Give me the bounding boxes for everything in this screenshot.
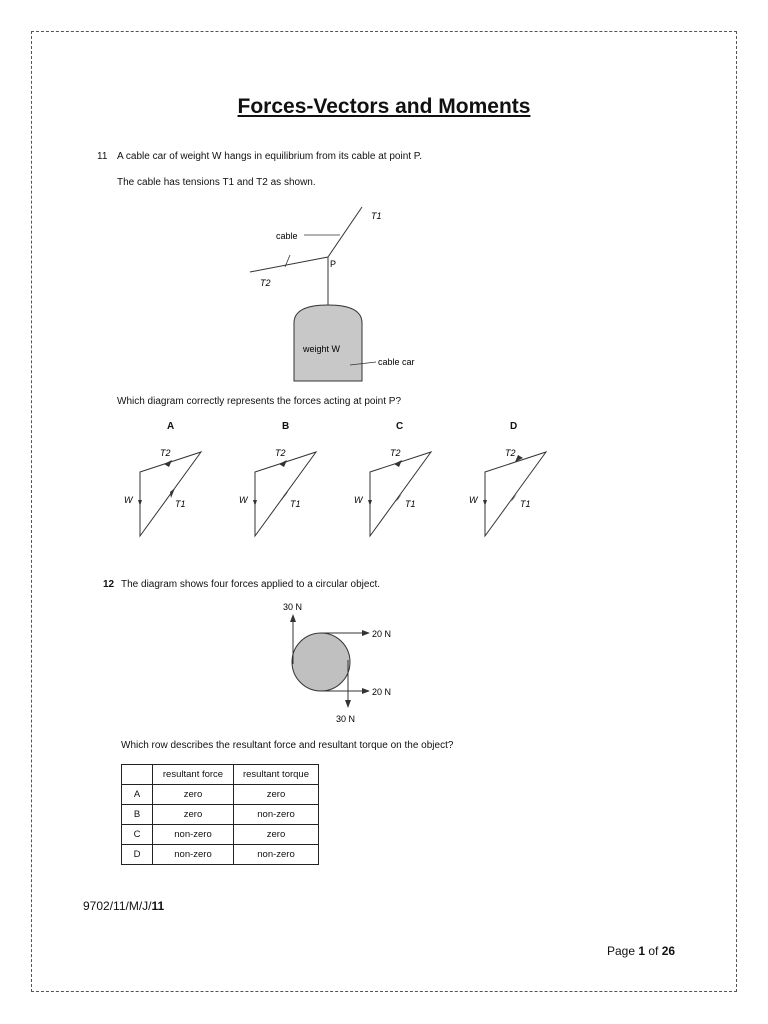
t1-label: T1 <box>371 211 382 221</box>
table-row <box>122 785 319 805</box>
table-cell: non-zero <box>234 845 319 865</box>
q11-number: 11 <box>97 151 108 162</box>
table-cell: A <box>122 785 153 805</box>
page-title: Forces-Vectors and Moments <box>237 95 531 118</box>
table-cell: zero <box>153 805 234 825</box>
paper-code-suffix: 11 <box>151 899 165 913</box>
option-c-t1: T1 <box>405 499 416 509</box>
paper-code-prefix: 9702/11/M/J/ <box>83 899 152 913</box>
table-header-cell: resultant torque <box>234 765 319 785</box>
option-d-label: D <box>510 421 518 432</box>
table-header-cell: resultant force <box>153 765 234 785</box>
circular-object-diagram <box>270 598 410 726</box>
cable-car-label: cable car <box>378 357 415 367</box>
cable-label: cable <box>276 231 298 241</box>
force-up-label: 30 N <box>283 602 303 612</box>
table-header-cell <box>122 765 153 785</box>
t2-label: T2 <box>260 278 271 288</box>
cable-car-diagram <box>240 195 470 390</box>
table-row <box>122 845 319 865</box>
q12-line1: The diagram shows four forces applied to a circular object. <box>121 579 381 590</box>
option-d-t1: T1 <box>520 499 531 509</box>
q12-number: 12 <box>103 579 115 590</box>
table-row <box>122 825 319 845</box>
force-right-top-label: 20 N <box>372 629 392 639</box>
weight-label: weight W <box>303 344 341 354</box>
table-cell: zero <box>234 785 319 805</box>
q11-question: Which diagram correctly represents the forces acting at point P? <box>117 396 402 407</box>
paper-code <box>83 899 164 913</box>
q11-line1: A cable car of weight W hangs in equilibrium from its cable at point P. <box>117 151 422 162</box>
option-d-diagram <box>465 440 560 540</box>
table-header-row <box>122 765 319 785</box>
option-b-diagram <box>235 440 330 540</box>
table-cell: C <box>122 825 153 845</box>
option-c-w: W <box>354 495 363 505</box>
option-c-t2: T2 <box>390 448 401 458</box>
option-a-t1: T1 <box>175 499 186 509</box>
option-b-t1: T1 <box>290 499 301 509</box>
point-p-label: P <box>330 259 337 269</box>
page-current: 1 <box>638 944 646 958</box>
option-d-w: W <box>469 495 478 505</box>
q11-line2: The cable has tensions T1 and T2 as shown. <box>117 177 316 188</box>
option-a-t2: T2 <box>160 448 171 458</box>
option-a-label: A <box>167 421 175 432</box>
page-prefix: Page <box>607 944 639 958</box>
option-a-diagram <box>120 440 215 540</box>
option-c-label: C <box>396 421 404 432</box>
option-a-w: W <box>124 495 133 505</box>
table-cell: D <box>122 845 153 865</box>
q12-question: Which row describes the resultant force and resultant torque on the object? <box>121 740 454 751</box>
force-right-bottom-label: 20 N <box>372 687 392 697</box>
force-down-label: 30 N <box>336 714 356 724</box>
table-cell: non-zero <box>153 845 234 865</box>
table-cell: zero <box>153 785 234 805</box>
page-total: 26 <box>661 944 676 958</box>
option-b-t2: T2 <box>275 448 286 458</box>
table-cell: non-zero <box>153 825 234 845</box>
option-b-w: W <box>239 495 248 505</box>
page-mid: of <box>645 944 662 958</box>
page-number <box>607 944 675 958</box>
option-b-label: B <box>282 421 290 432</box>
answer-table <box>121 764 319 865</box>
table-cell: B <box>122 805 153 825</box>
table-cell: non-zero <box>234 805 319 825</box>
table-cell: zero <box>234 825 319 845</box>
table-row <box>122 805 319 825</box>
option-d-t2: T2 <box>505 448 516 458</box>
option-c-diagram <box>350 440 445 540</box>
